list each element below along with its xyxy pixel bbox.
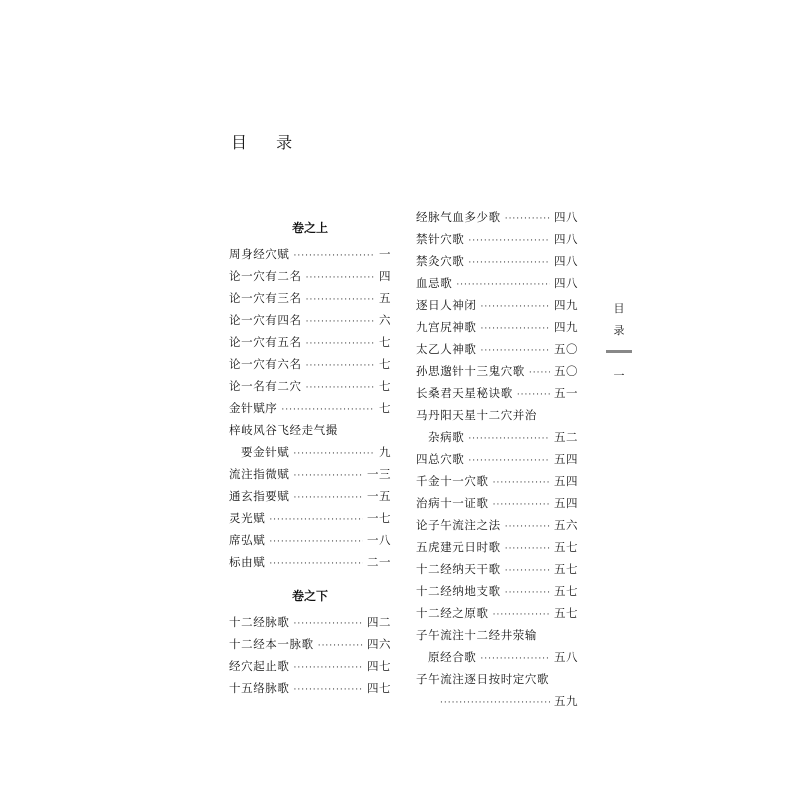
- dot-leader: [294, 613, 364, 635]
- toc-entry-page: 五九: [554, 694, 578, 708]
- toc-entry[interactable]: [416, 382, 578, 404]
- toc-entry[interactable]: [229, 611, 391, 633]
- dot-leader: [493, 494, 550, 516]
- volume-heading-upper: 卷之上: [291, 221, 328, 235]
- toc-entry-title: 长桑君天星秘诀歌: [416, 386, 513, 400]
- toc-entry[interactable]: [229, 463, 391, 485]
- toc-entry[interactable]: [416, 316, 578, 338]
- toc-entry[interactable]: [416, 580, 578, 602]
- dot-leader: [505, 538, 550, 560]
- dot-leader: [294, 465, 364, 487]
- toc-entry-page: 一八: [367, 533, 391, 547]
- toc-entry-page: 四八: [554, 254, 578, 268]
- dot-leader: [529, 362, 550, 384]
- toc-entry-page: 四七: [367, 681, 391, 695]
- toc-entry-title: 九宫尻神歌: [416, 320, 477, 334]
- toc-entry-page: 五七: [554, 606, 578, 620]
- dot-leader: [294, 679, 364, 701]
- dot-leader: [456, 274, 550, 296]
- toc-entry-title: 要金针赋: [241, 445, 290, 459]
- toc-entry-page: 四: [379, 269, 391, 283]
- toc-entry-page: 七: [379, 357, 391, 371]
- page-number: 一: [613, 369, 625, 382]
- toc-entry[interactable]: [229, 655, 391, 677]
- toc-entry-page: 七: [379, 401, 391, 415]
- toc-entry-title: 五虎建元日时歌: [416, 540, 501, 554]
- dot-leader: [468, 428, 550, 450]
- toc-entry-title: 流注指微赋: [229, 467, 290, 481]
- toc-entry-page: 五四: [554, 452, 578, 466]
- toc-entry-page: 七: [379, 335, 391, 349]
- dot-leader: [480, 648, 550, 670]
- dot-leader: [281, 399, 375, 421]
- toc-entry-title: 逐日人神闭: [416, 298, 477, 312]
- toc-entry-title: 论子午流注之法: [416, 518, 501, 532]
- dot-leader: [468, 230, 550, 252]
- dot-leader: [269, 509, 363, 531]
- toc-entry-title: 梓岐风谷飞经走气撮: [229, 423, 338, 437]
- toc-entry-title: 通玄指要赋: [229, 489, 290, 503]
- running-header-marker: [606, 298, 632, 387]
- toc-entry-title: 治病十一证歌: [416, 496, 489, 510]
- toc-entry[interactable]: [416, 690, 578, 712]
- toc-entry[interactable]: [416, 338, 578, 360]
- toc-entry-title: 论一穴有六名: [229, 357, 302, 371]
- dot-leader: [481, 318, 551, 340]
- toc-entry[interactable]: [229, 375, 391, 397]
- toc-entry[interactable]: [416, 250, 578, 272]
- toc-entry-page: 四九: [554, 298, 578, 312]
- toc-entry-page: 五〇: [554, 342, 578, 356]
- toc-entry-page: 六: [379, 313, 391, 327]
- toc-entry-title: 禁针穴歌: [416, 232, 465, 246]
- dot-leader: [306, 289, 375, 311]
- dot-leader: [269, 531, 363, 553]
- running-header-char-1: 目: [613, 302, 625, 315]
- toc-entry-page: 四二: [367, 615, 391, 629]
- toc-entry-page: 五八: [554, 650, 578, 664]
- dot-leader: [294, 657, 364, 679]
- toc-entry-title: 灵光赋: [229, 511, 266, 525]
- toc-entry[interactable]: [416, 470, 578, 492]
- toc-entry[interactable]: [229, 677, 391, 699]
- toc-entry[interactable]: [416, 646, 578, 668]
- dot-leader: [294, 487, 364, 509]
- dot-leader: [505, 560, 550, 582]
- dot-leader: [440, 692, 550, 714]
- dot-leader: [269, 553, 363, 575]
- dot-leader: [481, 340, 551, 362]
- toc-entry-page: 五七: [554, 562, 578, 576]
- toc-entry[interactable]: [416, 448, 578, 470]
- toc-entry[interactable]: [229, 353, 391, 375]
- toc-entry[interactable]: [416, 294, 578, 316]
- marker-divider: [606, 350, 632, 353]
- toc-entry[interactable]: [416, 536, 578, 558]
- toc-entry-title: 周身经穴赋: [229, 247, 290, 261]
- toc-entry[interactable]: [229, 551, 391, 573]
- toc-entry-page: 七: [379, 379, 391, 393]
- dot-leader: [318, 635, 363, 657]
- toc-entry-title: 席弘赋: [229, 533, 266, 547]
- toc-entry-page: 五一: [554, 386, 578, 400]
- toc-entry-title: 十二经纳地支歌: [416, 584, 501, 598]
- dot-leader: [294, 245, 376, 267]
- toc-entry-page: 五四: [554, 474, 578, 488]
- toc-entry-title: 论一穴有三名: [229, 291, 302, 305]
- toc-entry-page: 五: [379, 291, 391, 305]
- toc-entry-page: 一三: [367, 467, 391, 481]
- toc-entry-title: 论一名有二穴: [229, 379, 302, 393]
- toc-entry-page: 二一: [367, 555, 391, 569]
- dot-leader: [505, 208, 550, 230]
- dot-leader: [468, 450, 550, 472]
- toc-entry[interactable]: [416, 668, 578, 690]
- toc-entry-title: 禁灸穴歌: [416, 254, 465, 268]
- dot-leader: [468, 252, 550, 274]
- toc-entry[interactable]: [416, 404, 578, 426]
- dot-leader: [293, 443, 375, 465]
- toc-entry-title: 论一穴有五名: [229, 335, 302, 349]
- toc-entry-page: 四八: [554, 210, 578, 224]
- toc-entry-title: 孙思邈针十三鬼穴歌: [416, 364, 525, 378]
- toc-entry-title: 四总穴歌: [416, 452, 465, 466]
- toc-entry-title: 十二经纳天干歌: [416, 562, 501, 576]
- toc-entry-page: 五四: [554, 496, 578, 510]
- toc-entry[interactable]: [416, 426, 578, 448]
- toc-entry-page: 五七: [554, 584, 578, 598]
- toc-entry-title: 十二经本一脉歌: [229, 637, 314, 651]
- toc-entry-page: 四六: [367, 637, 391, 651]
- toc-entry-title: 子午流注十二经井荥输: [416, 628, 537, 642]
- toc-entry-page: 四九: [554, 320, 578, 334]
- toc-entry[interactable]: [229, 331, 391, 353]
- toc-entry[interactable]: [416, 360, 578, 382]
- toc-entry[interactable]: [416, 206, 578, 228]
- toc-entry[interactable]: [229, 633, 391, 655]
- toc-entry[interactable]: [229, 507, 391, 529]
- toc-entry-page: 一五: [367, 489, 391, 503]
- toc-entry-title: 经穴起止歌: [229, 659, 290, 673]
- dot-leader: [306, 267, 375, 289]
- toc-entry-page: 五〇: [554, 364, 578, 378]
- toc-entry-title: 论一穴有二名: [229, 269, 302, 283]
- dot-leader: [306, 355, 375, 377]
- dot-leader: [493, 472, 550, 494]
- running-header-char-2: 录: [613, 324, 625, 337]
- toc-entry-title: 十二经之原歌: [416, 606, 489, 620]
- toc-entry-title: 子午流注逐日按时定穴歌: [416, 672, 550, 686]
- toc-entry-title: 论一穴有四名: [229, 313, 302, 327]
- toc-entry-title: 十五络脉歌: [229, 681, 290, 695]
- toc-entry[interactable]: [416, 602, 578, 624]
- toc-entry[interactable]: [229, 419, 391, 441]
- toc-entry[interactable]: [229, 243, 391, 265]
- toc-entry-page: 四八: [554, 276, 578, 290]
- dot-leader: [517, 384, 550, 406]
- toc-entry-page: 五六: [554, 518, 578, 532]
- toc-entry[interactable]: [229, 397, 391, 419]
- toc-entry-title: 血忌歌: [416, 276, 453, 290]
- toc-entry[interactable]: [229, 529, 391, 551]
- toc-entry[interactable]: [416, 514, 578, 536]
- toc-entry-page: 四七: [367, 659, 391, 673]
- toc-entry-title: 标由赋: [229, 555, 266, 569]
- volume-heading-lower: 卷之下: [291, 589, 328, 603]
- toc-entry-page: 五七: [554, 540, 578, 554]
- dot-leader: [306, 377, 375, 399]
- toc-entry-page: 一: [379, 247, 391, 261]
- toc-entry-title: 千金十一穴歌: [416, 474, 489, 488]
- toc-entry[interactable]: [229, 441, 391, 463]
- toc-entry[interactable]: [229, 287, 391, 309]
- toc-entry-page: 四八: [554, 232, 578, 246]
- toc-entry-title: 原经合歌: [428, 650, 477, 664]
- toc-entry[interactable]: [229, 265, 391, 287]
- toc-entry[interactable]: [416, 492, 578, 514]
- toc-entry-page: 五二: [554, 430, 578, 444]
- toc-entry[interactable]: [416, 272, 578, 294]
- toc-entry-title: 十二经脉歌: [229, 615, 290, 629]
- toc-entry-title: 金针赋序: [229, 401, 278, 415]
- dot-leader: [505, 516, 550, 538]
- dot-leader: [481, 296, 551, 318]
- toc-entry-title: 杂病歌: [428, 430, 465, 444]
- toc-right-column: [416, 206, 578, 712]
- toc-entry-title: 经脉气血多少歌: [416, 210, 501, 224]
- toc-entry[interactable]: [416, 228, 578, 250]
- dot-leader: [306, 333, 375, 355]
- toc-entry[interactable]: [229, 309, 391, 331]
- dot-leader: [306, 311, 375, 333]
- toc-entry[interactable]: [229, 485, 391, 507]
- dot-leader: [505, 582, 550, 604]
- page-title: 目 录: [231, 133, 305, 152]
- toc-entry-title: 马丹阳天星十二穴并治: [416, 408, 537, 422]
- dot-leader: [493, 604, 550, 626]
- toc-entry[interactable]: [416, 624, 578, 646]
- toc-entry-title: 太乙人神歌: [416, 342, 477, 356]
- toc-entry[interactable]: [416, 558, 578, 580]
- toc-entry-page: 一七: [367, 511, 391, 525]
- toc-left-column: [229, 217, 391, 699]
- toc-entry-page: 九: [379, 445, 391, 459]
